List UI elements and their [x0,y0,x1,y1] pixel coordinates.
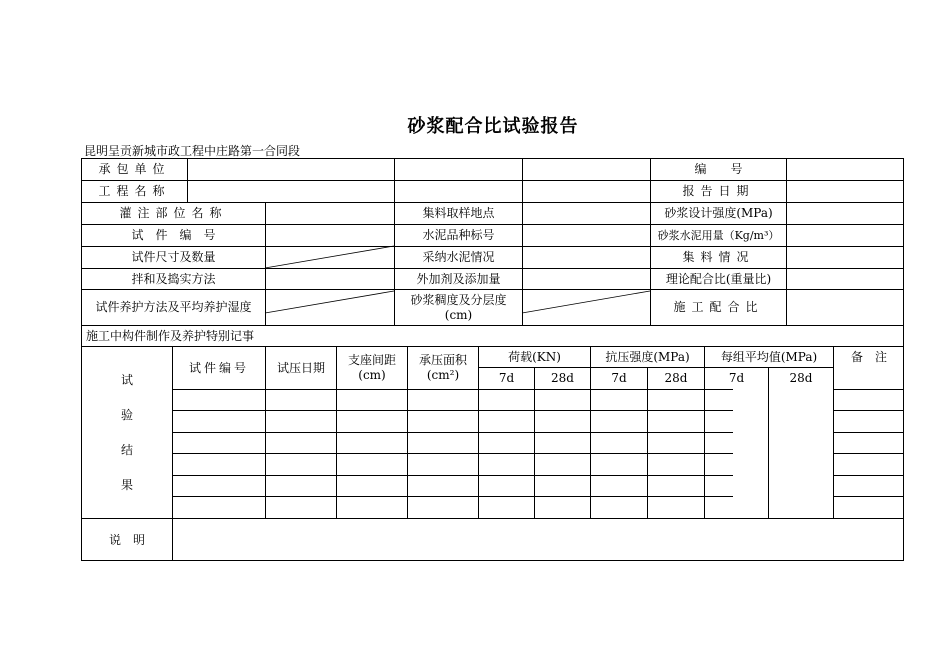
col-line [394,158,395,202]
row-line [81,518,904,519]
cement-used-label: 采纳水泥情况 [422,250,495,264]
row-line [172,410,733,411]
mortar-cement-dosage-label: 砂浆水泥用量（Kg/m³） [657,229,780,242]
contractor-label: 承包单位 [98,162,171,176]
compressive-strength-header: 抗压强度(MPa) [605,349,690,364]
bearing-area-title: 承压面积 [418,353,467,367]
bearing-area-unit: (cm²) [426,368,460,382]
specimen-size-label: 试件尺寸及数量 [131,250,216,264]
consistency-title: 砂浆稠度及分层度 [410,292,507,307]
strength-7d-header: 7d [611,371,627,385]
support-spacing-title: 支座间距 [347,353,396,367]
col-line [786,202,787,325]
mixing-compaction-label: 拌和及捣实方法 [131,271,216,286]
results-side-char: 结 [120,442,133,457]
col-line [265,202,266,325]
load-header: 荷载(KN) [508,349,561,364]
admixture-label: 外加剂及添加量 [416,271,501,286]
results-side-char: 试 [120,372,133,387]
col-line [534,367,535,518]
row-line [833,410,904,411]
row-line [172,432,733,433]
col-line [522,202,523,325]
row-line [833,432,904,433]
bearing-area-header [408,347,478,389]
col-line [786,158,787,202]
aggregate-source-label: 集料取样地点 [422,206,495,220]
col-line [833,346,834,518]
load-7d-header: 7d [498,371,515,385]
row-line [172,453,733,454]
col-line [768,367,769,518]
col-line [522,158,523,202]
col-line [647,367,648,518]
average-7d-header: 7d [728,371,745,385]
row-line [833,496,904,497]
cement-grade-label: 水泥品种标号 [422,228,495,242]
explanation-label: 说 明 [108,532,145,547]
support-spacing-header [337,347,407,389]
test-date-header: 试压日期 [276,360,325,375]
theoretical-mix-label: 理论配合比(重量比) [665,271,772,286]
col-line [187,158,188,202]
project-name-label: 工程名称 [98,184,171,198]
construction-mix-label: 施工配合比 [673,300,764,314]
report-title: 砂浆配合比试验报告 [407,116,579,137]
results-side-char: 验 [120,407,133,422]
strength-28d-header: 28d [664,371,688,385]
load-28d-header: 28d [551,371,574,385]
row-line [833,389,904,390]
support-spacing-unit: (cm) [358,368,386,382]
row-line [172,475,733,476]
remarks-header: 备 注 [850,349,887,364]
specimen-number-label: 试 件 编 号 [131,228,216,242]
mortar-design-strength-label: 砂浆设计强度(MPa) [664,206,773,220]
special-notes-label: 施工中构件制作及养护特别记事 [86,328,255,343]
number-label: 编 号 [694,162,743,176]
specimen-no-header: 试件编号 [188,360,249,375]
row-line [833,475,904,476]
pour-location-label: 灌注部位名称 [119,206,228,220]
consistency-label [395,290,522,325]
consistency-unit: (cm) [444,307,473,322]
group-average-header: 每组平均值(MPa) [720,349,818,364]
project-name-label: 昆明呈贡新城市政工程中庄路第一合同段 [84,144,301,158]
report-date-label: 报告日期 [682,184,755,198]
row-line [172,496,733,497]
results-side-char: 果 [120,477,133,492]
curing-method-label: 试件养护方法及平均养护湿度 [95,300,252,314]
material-condition-label: 集料情况 [682,250,755,264]
row-line [172,389,733,390]
average-28d-header: 28d [789,371,813,385]
row-line [833,453,904,454]
